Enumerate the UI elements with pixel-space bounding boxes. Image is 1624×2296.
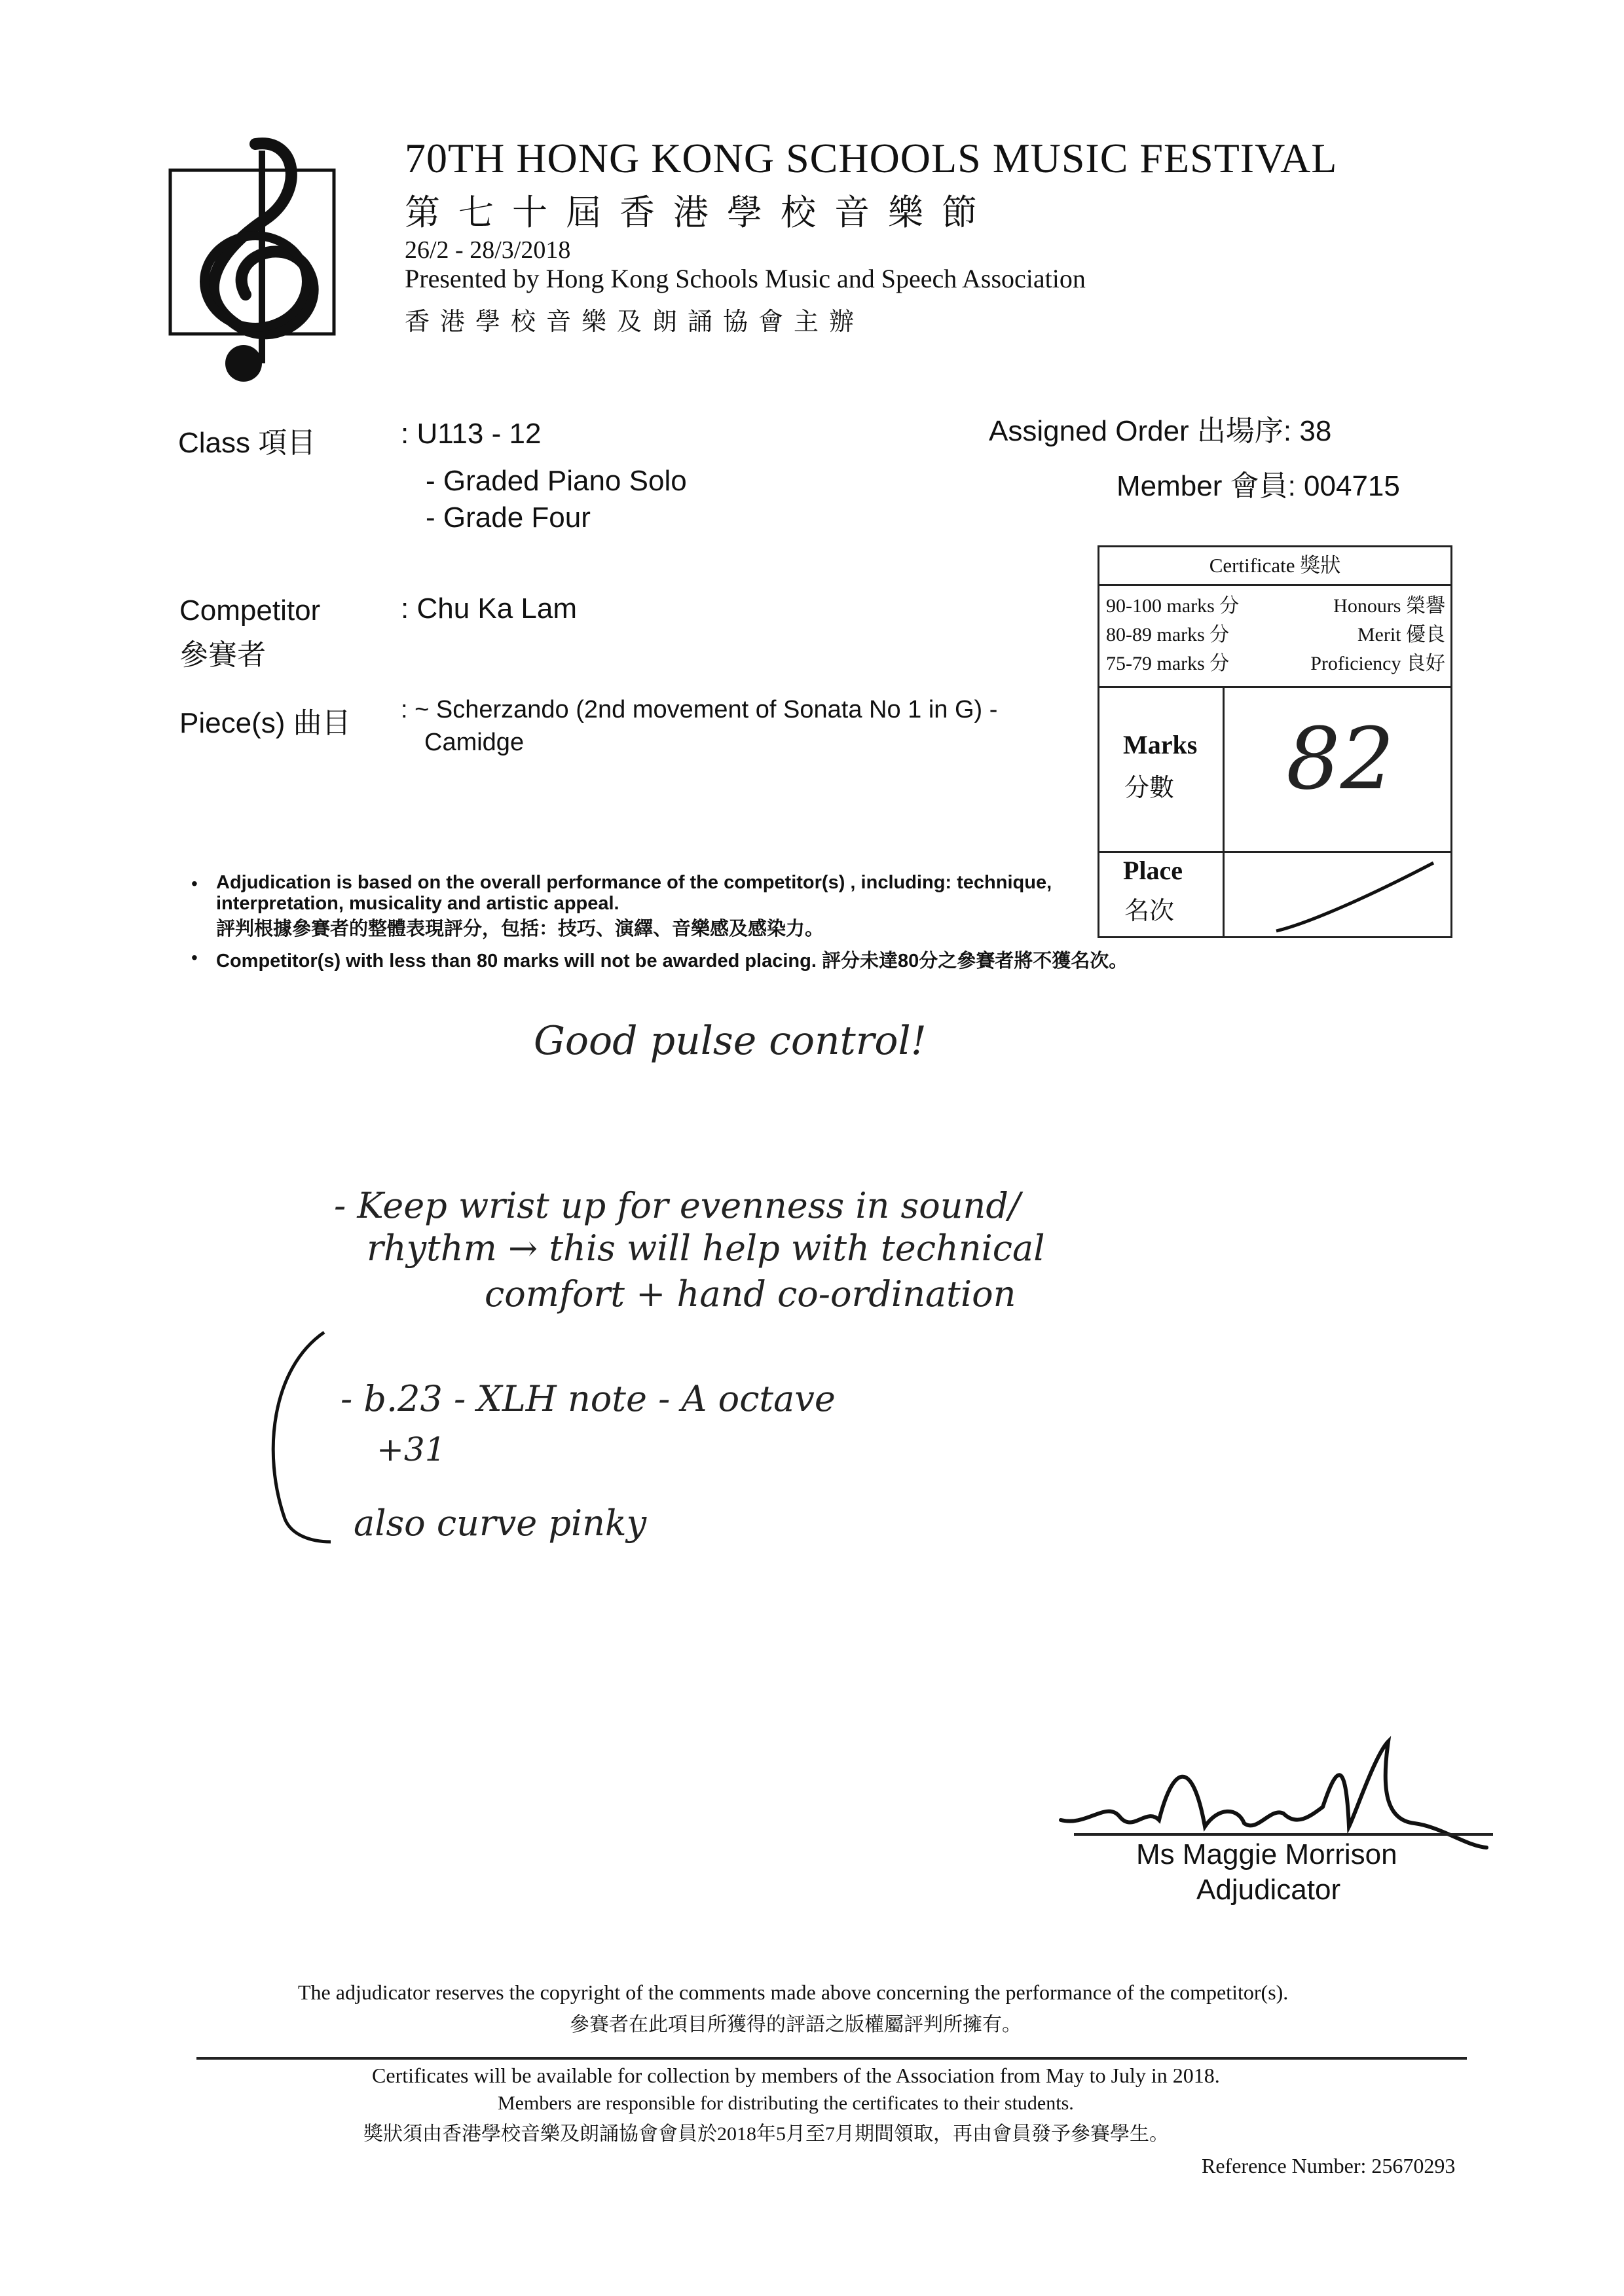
adjudication-note: interpretation, musicality and artistic appeal. bbox=[216, 893, 619, 914]
reference-number: Reference Number: 25670293 bbox=[1202, 2154, 1456, 2178]
comment-line: also curve pinky bbox=[354, 1503, 647, 1544]
bullet-icon: • bbox=[191, 873, 198, 894]
comment-line: comfort + hand co-ordination bbox=[485, 1273, 1016, 1315]
piece-label: Piece(s) 曲目 bbox=[179, 707, 351, 739]
adjudicator-name: Ms Maggie Morrison bbox=[1136, 1838, 1397, 1870]
treble-clef-logo-icon bbox=[157, 131, 354, 386]
comment-line: +31 bbox=[377, 1430, 446, 1468]
place-strike-mark bbox=[1270, 858, 1440, 936]
comment-line: Good pulse control! bbox=[534, 1018, 927, 1064]
adjudication-note-chinese: 評判根據參賽者的整體表現評分，包括：技巧、演繹、音樂感及感染力。 bbox=[216, 919, 824, 939]
marks-cell bbox=[1099, 686, 1450, 853]
competitor-label-chinese: 參賽者 bbox=[179, 639, 266, 671]
collection-notice-chinese: 獎狀須由香港學校音樂及朗誦協會會員於2018年5月至7月期間領取，再由會員發予參賽學生。 bbox=[363, 2123, 1169, 2145]
grade-name: Honours 榮譽 bbox=[1333, 595, 1445, 617]
signature-line bbox=[1074, 1833, 1493, 1836]
festival-title-chinese: 第七十屆香港學校音樂節 bbox=[405, 193, 995, 232]
certificate-heading: Certificate 獎狀 bbox=[1099, 547, 1450, 586]
presenter-line-chinese: 香港學校音樂及朗誦協會主辦 bbox=[405, 308, 865, 336]
grade-name: Merit 優良 bbox=[1357, 624, 1445, 646]
class-value: : U113 - 12 bbox=[401, 418, 542, 450]
place-label-chinese: 名次 bbox=[1124, 898, 1175, 925]
grade-range: 80-89 marks 分 bbox=[1106, 624, 1230, 646]
adjudicator-role: Adjudicator bbox=[1196, 1874, 1341, 1906]
place-label: Place bbox=[1123, 856, 1183, 885]
competitor-label: Competitor bbox=[179, 594, 321, 627]
grade-range: 75-79 marks 分 bbox=[1106, 653, 1230, 674]
festival-title: 70TH HONG KONG SCHOOLS MUSIC FESTIVAL bbox=[405, 135, 1338, 181]
placing-note: Competitor(s) with less than 80 marks will not be awarded placing. 評分未達80分之參賽者將不獲名次。 bbox=[216, 951, 1128, 972]
place-cell bbox=[1099, 851, 1450, 936]
piece-title: : ~ Scherzando (2nd movement of Sonata No 1 in G) - bbox=[401, 696, 998, 723]
festival-dates: 26/2 - 28/3/2018 bbox=[405, 236, 571, 264]
presenter-line: Presented by Hong Kong Schools Music and Speech Association bbox=[405, 264, 1086, 293]
grade-row bbox=[1106, 647, 1448, 673]
class-description: - Graded Piano Solo bbox=[426, 465, 687, 497]
copyright-notice: The adjudicator reserves the copyright of the comments made above concerning the performance of the competitor(s). bbox=[298, 1980, 1289, 2004]
piece-composer: Camidge bbox=[424, 729, 525, 756]
bracket-mark bbox=[259, 1329, 337, 1545]
copyright-notice-chinese: 參賽者在此項目所獲得的評語之版權屬評判所擁有。 bbox=[570, 2014, 1022, 2035]
comment-line: - Keep wrist up for evenness in sound/ bbox=[334, 1185, 1021, 1226]
distribution-notice: Members are responsible for distributing the certificates to their students. bbox=[498, 2092, 1074, 2114]
grade-range: 90-100 marks 分 bbox=[1106, 595, 1240, 617]
certificate-box bbox=[1098, 545, 1452, 938]
comment-line: - b.23 - XLH note - A octave bbox=[341, 1378, 836, 1419]
competitor-name: : Chu Ka Lam bbox=[401, 592, 578, 625]
class-label: Class 項目 bbox=[178, 427, 316, 459]
member-number: Member 會員: 004715 bbox=[1116, 470, 1400, 502]
marks-label-chinese: 分數 bbox=[1124, 774, 1175, 802]
grade-row bbox=[1106, 589, 1448, 615]
assigned-order: Assigned Order 出場序: 38 bbox=[989, 415, 1332, 447]
certificate-grade-table bbox=[1099, 584, 1450, 688]
collection-notice: Certificates will be available for collection by members of the Association from May to July in 2018. bbox=[372, 2064, 1220, 2087]
adjudication-note: Adjudication is based on the overall performance of the competitor(s) , including: technique, bbox=[216, 872, 1052, 893]
class-grade: - Grade Four bbox=[426, 501, 591, 534]
comment-line: rhythm → this will help with technical bbox=[367, 1228, 1045, 1269]
footer-divider bbox=[196, 2057, 1467, 2060]
bullet-icon: • bbox=[191, 947, 198, 968]
grade-name: Proficiency 良好 bbox=[1310, 653, 1445, 674]
grade-row bbox=[1106, 618, 1448, 644]
marks-value: 82 bbox=[1286, 709, 1395, 809]
marks-label: Marks bbox=[1123, 730, 1198, 759]
